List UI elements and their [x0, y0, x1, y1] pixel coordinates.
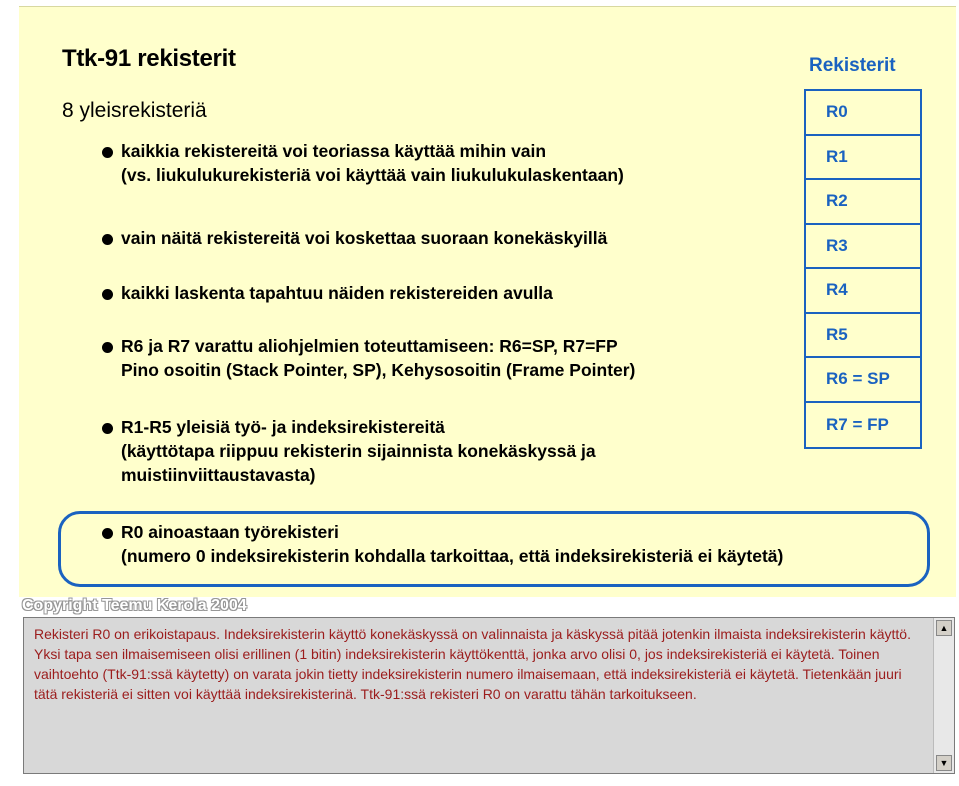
highlight-oval [58, 511, 930, 587]
notes-pane[interactable] [23, 617, 955, 774]
bullet-dot-icon [102, 289, 113, 300]
register-cell: R5 [806, 314, 920, 359]
bullet-line: R1-R5 yleisiä työ- ja indeksirekistereitä [121, 417, 445, 437]
copyright-text: Copyright Teemu Kerola 2004 [22, 597, 247, 614]
register-cell: R7 = FP [826, 414, 889, 434]
register-cell: R4 [806, 269, 920, 314]
bullet-item [99, 334, 635, 382]
bullet-line: vain näitä rekistereitä voi koskettaa suoraan konekäskyillä [121, 228, 608, 248]
arrow-down-icon[interactable]: ▼ [936, 755, 952, 771]
register-cell: R2 [806, 180, 920, 225]
bullet-line: Pino osoitin (Stack Pointer, SP), Kehysosoitin (Frame Pointer) [121, 360, 636, 380]
notes-scrollbar[interactable] [933, 618, 954, 773]
slide-subtitle: 8 yleisrekisteriä [62, 99, 207, 122]
bullet-dot-icon [102, 234, 113, 245]
bullet-line: (käyttötapa riippuu rekisterin sijainnista konekäskyssä ja [121, 441, 596, 461]
register-cell: R6 = SP [806, 358, 920, 403]
register-table [804, 89, 922, 449]
bullet-line: R6 ja R7 varattu aliohjelmien toteuttamiseen: R6=SP, R7=FP [121, 336, 618, 356]
notes-text: Rekisteri R0 on erikoistapaus. Indeksirekisterin käyttö konekäskyssä on valinnaista ja käskyssä pitää jotenkin ilmaista indeksirekisterin käyttö. Yksi tapa sen ilmaisemiseen olisi erillinen (1 bitin) indeksirekisterin käyttökenttä, jonka arvo olisi 0, jos indeksirekisteriä ei käytetä. Toinen vaihtoehto (Ttk-91:ssä käytetty) on varata jokin tietty indeksirekisterin numero ilmaisemaan, että indeksirekisteriä ei käytetä. Tietenkään juuri tätä rekisteriä ei sitten voi käyttää indeksirekisterinä. Ttk-91:ssä rekisteri R0 on varattu tähän tarkoitukseen. [34, 626, 911, 702]
register-cell: R3 [806, 225, 920, 270]
register-cell: R1 [806, 136, 920, 181]
registers-title: Rekisterit [809, 55, 896, 76]
bullet-item [99, 139, 624, 187]
bullet-line: kaikki laskenta tapahtuu näiden rekistereiden avulla [121, 283, 553, 303]
bullet-line: muistiinviittaustavasta) [121, 465, 316, 485]
slide-canvas [19, 6, 956, 597]
bullet-line: kaikkia rekistereitä voi teoriassa käyttää mihin vain [121, 141, 547, 161]
bullet-dot-icon [102, 147, 113, 158]
bullet-dot-icon [102, 423, 113, 434]
bullet-item [99, 415, 596, 487]
bullet-line: (numero 0 indeksirekisterin kohdalla tarkoittaa, että indeksirekisteriä ei käytetä) [121, 546, 784, 566]
bullet-item [99, 226, 607, 250]
bullet-item [99, 281, 553, 305]
arrow-up-icon[interactable]: ▲ [936, 620, 952, 636]
slide-title: Ttk-91 rekisterit [62, 45, 236, 72]
bullet-line: (vs. liukulukurekisteriä voi käyttää vain liukulukulaskentaan) [121, 165, 624, 185]
bullet-line: R0 ainoastaan työrekisteri [121, 522, 339, 542]
bullet-dot-icon [102, 342, 113, 353]
register-cell: R0 [806, 91, 920, 136]
